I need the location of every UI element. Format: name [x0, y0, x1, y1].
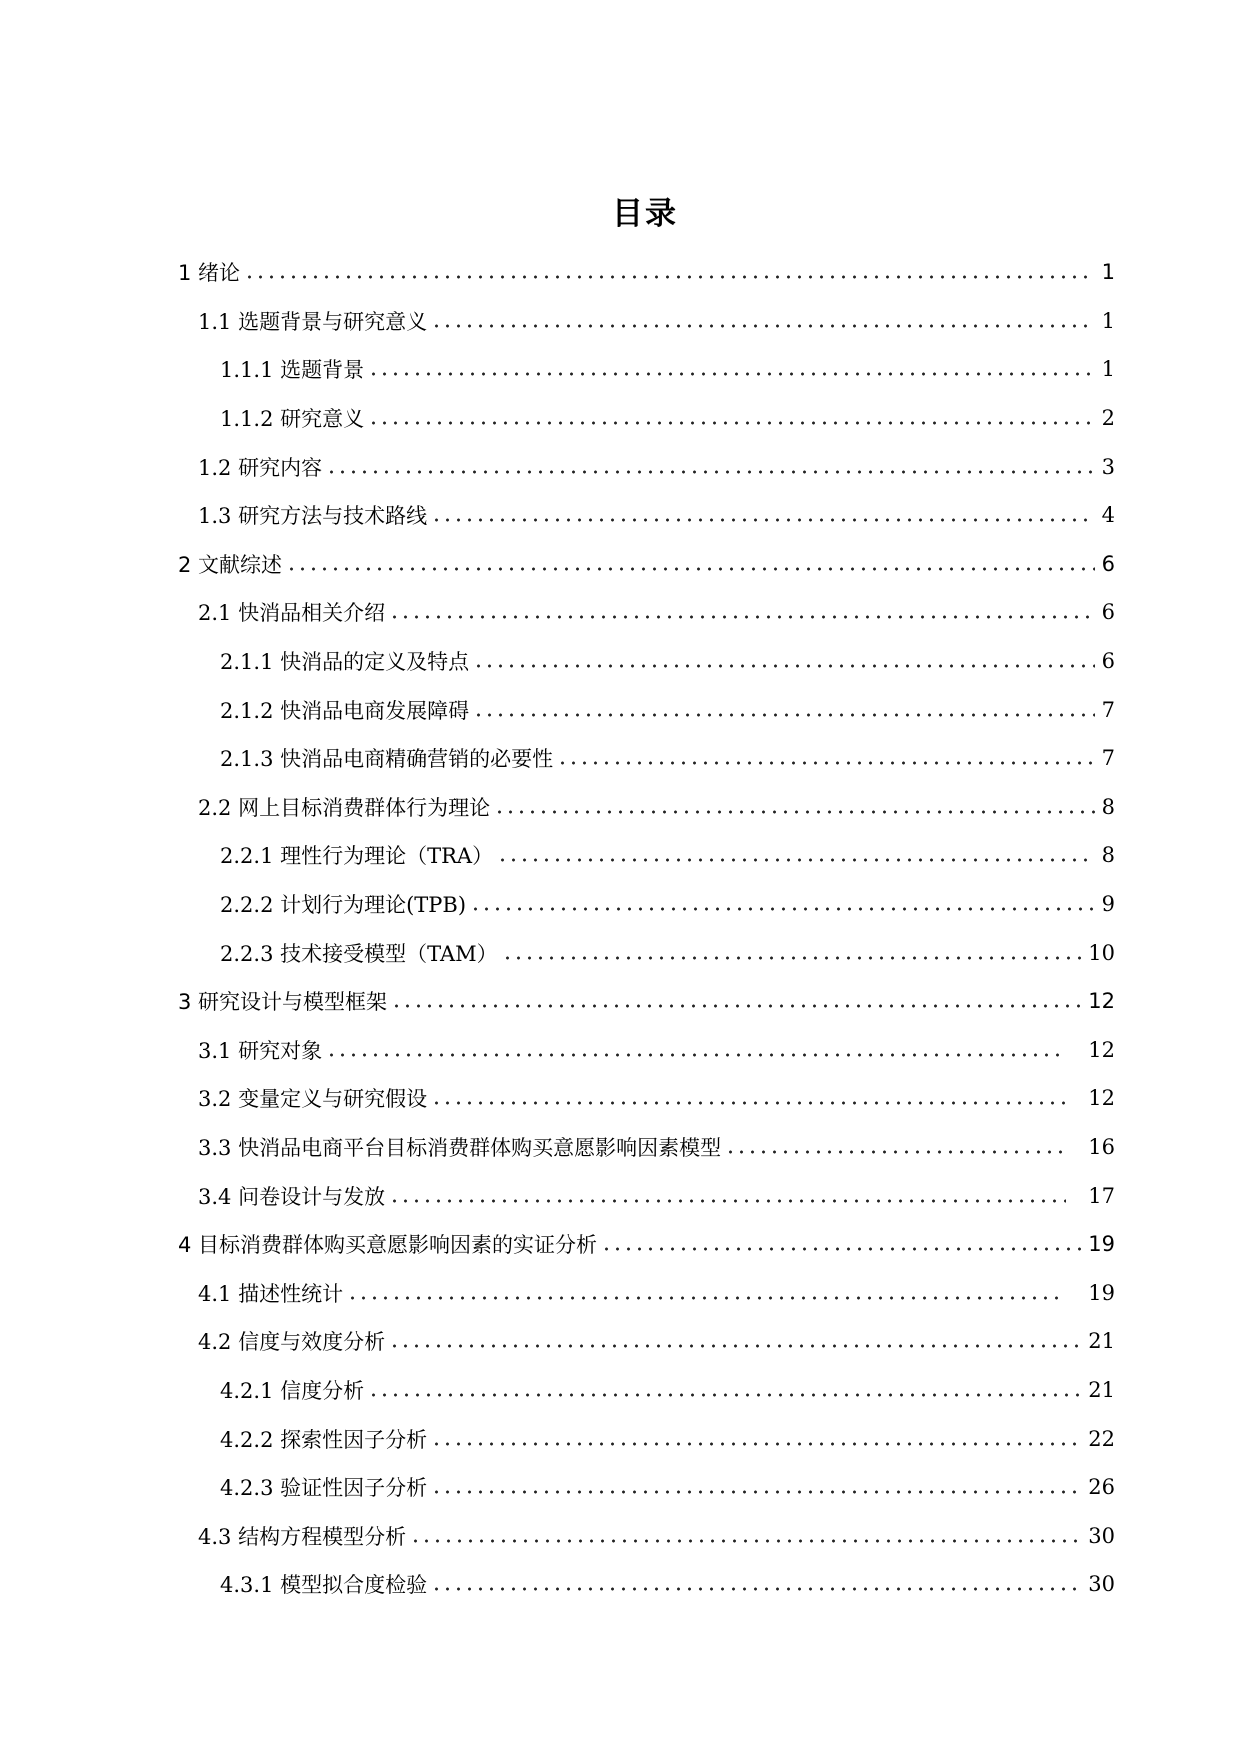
toc-entry-page-number: 1 — [1101, 260, 1115, 285]
toc-entry-title: 4.2.1 信度分析 — [220, 1378, 365, 1403]
toc-entry[interactable] — [178, 588, 1115, 637]
toc-entry-page-number: 1 — [1101, 357, 1115, 382]
toc-entry-page-number: 6 — [1101, 649, 1115, 674]
toc-entry-title: 2.2 网上目标消费群体行为理论 — [198, 795, 491, 820]
toc-entry-title: 3.4 问卷设计与发放 — [198, 1184, 386, 1209]
dot-leader — [473, 663, 1095, 669]
toc-entry-title: 2.1 快消品相关介绍 — [198, 601, 386, 626]
toc-entry-page-number: 12 — [1088, 1037, 1115, 1062]
toc-entry-page-number: 8 — [1101, 794, 1115, 819]
toc-entry[interactable] — [178, 297, 1115, 346]
dot-leader — [431, 1489, 1082, 1495]
dot-leader — [244, 274, 1095, 280]
dot-leader — [725, 1149, 1066, 1155]
toc-entry[interactable] — [178, 1220, 1115, 1269]
toc-list — [178, 248, 1115, 1609]
toc-entry-title: 3 研究设计与模型框架 — [178, 990, 388, 1015]
dot-leader — [431, 1100, 1066, 1106]
toc-entry-page-number: 6 — [1101, 551, 1115, 576]
toc-entry-title: 4.3.1 模型拟合度检验 — [220, 1573, 428, 1598]
dot-leader — [368, 420, 1095, 426]
dot-leader — [389, 1198, 1066, 1204]
toc-entry-title: 4.2.2 探索性因子分析 — [220, 1427, 428, 1452]
toc-entry[interactable] — [178, 1171, 1115, 1220]
toc-title: 目录 — [612, 196, 678, 232]
toc-entry-page-number: 26 — [1088, 1475, 1115, 1500]
dot-leader — [410, 1538, 1082, 1544]
toc-entry-title: 1.1.2 研究意义 — [220, 407, 365, 432]
dot-leader — [389, 614, 1095, 620]
toc-entry-page-number: 21 — [1088, 1329, 1115, 1354]
toc-entry-title: 2.1.1 快消品的定义及特点 — [220, 650, 470, 675]
toc-entry-page-number: 30 — [1088, 1572, 1115, 1597]
dot-leader — [557, 760, 1095, 766]
toc-entry-title: 4.1 描述性统计 — [198, 1281, 344, 1306]
toc-entry[interactable] — [178, 491, 1115, 540]
dot-leader — [431, 323, 1095, 329]
toc-entry[interactable] — [178, 1366, 1115, 1415]
toc-entry-title: 2.1.2 快消品电商发展障碍 — [220, 698, 470, 723]
toc-entry[interactable] — [178, 442, 1115, 491]
toc-entry[interactable] — [178, 1463, 1115, 1512]
toc-entry[interactable] — [178, 685, 1115, 734]
dot-leader — [470, 906, 1095, 912]
toc-entry-title: 4.2.3 验证性因子分析 — [220, 1476, 428, 1501]
dot-leader — [326, 469, 1095, 475]
toc-entry-page-number: 4 — [1101, 503, 1115, 528]
toc-entry[interactable] — [178, 394, 1115, 443]
toc-entry[interactable] — [178, 1511, 1115, 1560]
toc-entry-page-number: 16 — [1088, 1134, 1115, 1159]
toc-entry-title: 2 文献综述 — [178, 552, 283, 577]
dot-leader — [431, 517, 1095, 523]
toc-entry-page-number: 19 — [1088, 1232, 1115, 1257]
dot-leader — [286, 566, 1095, 572]
toc-entry-page-number: 7 — [1101, 697, 1115, 722]
toc-entry-page-number: 1 — [1101, 308, 1115, 333]
dot-leader — [326, 1052, 1066, 1058]
toc-entry-page-number: 7 — [1101, 746, 1115, 771]
dot-leader — [497, 857, 1095, 863]
toc-entry-page-number: 10 — [1088, 940, 1115, 965]
toc-entry-title: 2.2.1 理性行为理论（TRA） — [220, 844, 494, 869]
dot-leader — [502, 955, 1083, 961]
toc-entry-title: 3.3 快消品电商平台目标消费群体购买意愿影响因素模型 — [198, 1135, 722, 1160]
toc-entry[interactable] — [178, 1123, 1115, 1172]
toc-entry-page-number: 17 — [1088, 1183, 1115, 1208]
toc-entry-page-number: 2 — [1101, 406, 1115, 431]
toc-entry-title: 2.2.2 计划行为理论(TPB) — [220, 893, 467, 918]
dot-leader — [389, 1343, 1082, 1349]
toc-entry-page-number: 8 — [1101, 843, 1115, 868]
toc-entry-title: 2.1.3 快消品电商精确营销的必要性 — [220, 747, 554, 772]
toc-entry[interactable] — [178, 637, 1115, 686]
toc-entry[interactable] — [178, 540, 1115, 589]
toc-entry-title: 3.1 研究对象 — [198, 1038, 323, 1063]
dot-leader — [473, 712, 1095, 718]
toc-entry-title: 4.2 信度与效度分析 — [198, 1330, 386, 1355]
toc-entry[interactable] — [178, 1414, 1115, 1463]
toc-entry-page-number: 19 — [1088, 1280, 1115, 1305]
toc-entry-title: 1.2 研究内容 — [198, 455, 323, 480]
toc-entry[interactable] — [178, 928, 1115, 977]
toc-entry-title: 3.2 变量定义与研究假设 — [198, 1087, 428, 1112]
toc-entry-page-number: 9 — [1101, 892, 1115, 917]
toc-entry[interactable] — [178, 345, 1115, 394]
dot-leader — [368, 371, 1095, 377]
toc-entry[interactable] — [178, 977, 1115, 1026]
toc-entry-page-number: 22 — [1088, 1426, 1115, 1451]
toc-entry-title: 4 目标消费群体购买意愿影响因素的实证分析 — [178, 1233, 598, 1258]
dot-leader — [431, 1441, 1082, 1447]
dot-leader — [368, 1392, 1082, 1398]
toc-entry[interactable] — [178, 880, 1115, 929]
toc-entry[interactable] — [178, 1074, 1115, 1123]
toc-entry-page-number: 3 — [1101, 454, 1115, 479]
toc-entry-page-number: 21 — [1088, 1377, 1115, 1402]
toc-entry[interactable] — [178, 248, 1115, 297]
toc-entry[interactable] — [178, 1268, 1115, 1317]
toc-entry-page-number: 12 — [1088, 989, 1115, 1014]
toc-entry-title: 1 绪论 — [178, 261, 241, 286]
toc-entry-title: 1.1 选题背景与研究意义 — [198, 309, 428, 334]
toc-entry[interactable] — [178, 1026, 1115, 1075]
toc-entry-title: 4.3 结构方程模型分析 — [198, 1524, 407, 1549]
toc-entry[interactable] — [178, 783, 1115, 832]
toc-entry[interactable] — [178, 734, 1115, 783]
dot-leader — [494, 809, 1095, 815]
dot-leader — [391, 1003, 1082, 1009]
toc-entry[interactable] — [178, 1560, 1115, 1609]
toc-entry-page-number: 30 — [1088, 1523, 1115, 1548]
dot-leader — [431, 1586, 1082, 1592]
toc-entry-page-number: 12 — [1088, 1086, 1115, 1111]
toc-entry-title: 2.2.3 技术接受模型（TAM） — [220, 941, 498, 966]
dot-leader — [347, 1295, 1066, 1301]
toc-entry[interactable] — [178, 1317, 1115, 1366]
toc-entry-title: 1.1.1 选题背景 — [220, 358, 365, 383]
toc-entry-page-number: 6 — [1101, 600, 1115, 625]
dot-leader — [601, 1246, 1082, 1252]
toc-entry[interactable] — [178, 831, 1115, 880]
toc-entry-title: 1.3 研究方法与技术路线 — [198, 504, 428, 529]
